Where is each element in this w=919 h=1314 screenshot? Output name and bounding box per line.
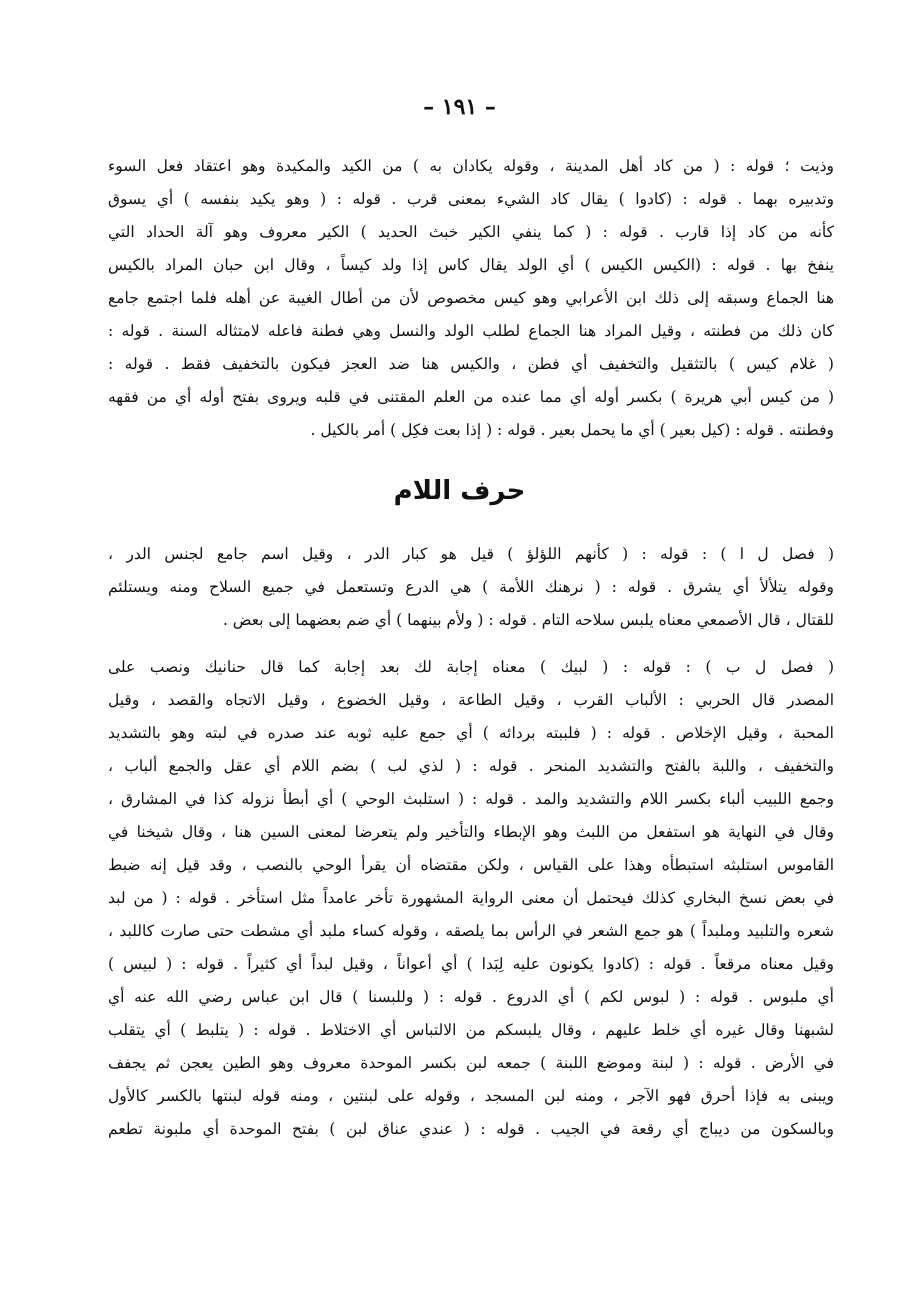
text-line: ( فصل ل ا ) : قوله : ( كأنهم اللؤلؤ ) قيل هو كبار الدر ، وقيل اسم جامع لجنس الدر ، bbox=[108, 545, 834, 563]
text-line: وذيت ؛ قوله : ( من كاد أهل المدينة ، وقوله يكادان به ) من الكيد والمكيدة وهو اعتقاد فعل السوء bbox=[108, 157, 834, 175]
text-line: وقوله يتلألأ أي يشرق . قوله : ( نرهنك اللأمة ) هي الدرع وتستعمل في جميع السلاح ومنه ويستلئم bbox=[108, 578, 834, 596]
text-line: ( فصل ل ب ) : قوله : ( لبيك ) معناه إجابة لك بعد إجابة كما قال حنانيك ونصب على bbox=[108, 658, 834, 676]
paragraph-lam-ba bbox=[108, 651, 834, 1146]
text-line: ( غلام كيس ) بالتثقيل والتخفيف أي فطن ، والكيس هنا ضد العجز فيكون بالتخفيف فقط . قوله : bbox=[108, 355, 834, 373]
paragraph-kaf-entries bbox=[108, 150, 834, 447]
text-line: وفطنته . قوله : (كيل بعير ) أي ما يحمل بعير . قوله : ( إذا بعت فكِل ) أمر بالكيل . bbox=[310, 421, 834, 439]
text-line: المحبة ، وقيل الإخلاص . قوله : ( فلببته بردائه ) أي جمع عليه ثوبه عند صدره في لبته وهو بالتشديد bbox=[108, 724, 834, 742]
text-line: أي ملبوس . قوله : ( لبوس لكم ) أي الدروع . قوله : ( وللبسنا ) قال ابن عباس رضي الله عنه أي bbox=[108, 988, 834, 1006]
text-line: هنا الجماع وسبقه إلى ذلك ابن الأعرابي وهو كيس مخصوص لأن من أطال الغيبة عن أهله فلما اجتمع جامع bbox=[108, 289, 834, 307]
text-line: وتدبيره بهما . قوله : (كادوا ) يقال كاد الشيء بمعنى قرب . قوله : ( وهو يكيد بنفسه ) أي يسوق bbox=[108, 190, 834, 208]
text-line: وقال في النهاية هو استفعل من اللبث وهو الإبطاء والتأخير ولم يتعرضا لمعنى السين هنا ، وقال شيخنا في bbox=[108, 823, 834, 841]
text-line: شعره والتلبيد وملبداً ) هو جمع الشعر في الرأس بما يلصقه ، وقوله كساء ملبد أي مشطت حتى صارت كاللبد ، bbox=[108, 922, 834, 940]
text-line: كأنه من كاد إذا قارب . قوله : ( كما ينفي الكير خبث الحديد ) الكير معروف وهو آلة الحداد التي bbox=[108, 223, 834, 241]
section-heading: حرف اللام bbox=[393, 476, 526, 506]
text-line: لشبهنا وقال غيره أي خلط عليهم ، وقال يلبسكم من الالتباس أي الاختلاط . قوله : ( يتلبط ) أي يتقلب bbox=[108, 1021, 834, 1039]
text-line: وقيل معناه مرقعاً . قوله : (كادوا يكونون عليه لِبَدا ) أي أعواناً ، وقيل لبداً أي كثيراً . قوله : ( لبيس ) bbox=[108, 955, 834, 973]
text-line: في بعض نسخ البخاري كذلك فيحتمل أن معنى الرواية المشهورة تأخر عامداً مثل استأخر . قوله : ( من لبد bbox=[108, 889, 834, 907]
page-number: – ١٩١ – bbox=[423, 94, 496, 120]
text-line: في الأرض . قوله : ( لبنة وموضع اللبنة ) جمعه لبن بكسر الموحدة معروف وهو الطين يعجن ثم يجفف bbox=[108, 1054, 834, 1072]
text-line: ويبنى به فإذا أحرق فهو الآجر ، ومنه لبن المسجد ، وقوله على لبنتين ، ومنه قوله لبنتها بالكسر كالأول bbox=[108, 1087, 834, 1105]
text-line: والتخفيف ، واللبة بالفتح والتشديد المنحر . قوله : ( لذي لب ) بضم اللام أي عقل والجمع ألباب ، bbox=[108, 757, 834, 775]
text-line: وبالسكون من ديباج أي رقعة في الجيب . قوله : ( عندي عناق لبن ) بفتح الموحدة أي ملبونة تطعم bbox=[108, 1120, 834, 1138]
text-line: المصدر قال الحربي : الألباب القرب ، وقيل الطاعة ، وقيل الخضوع ، وقيل الاتجاه والقصد ، وقيل bbox=[108, 691, 834, 709]
text-line: القاموس استلبثه استبطأه وهذا على القياس ، ولكن مقتضاه أن يقرأ الوحي بالنصب ، وقد قيل إنه ضبط bbox=[108, 856, 834, 874]
text-line: ( من كيس أبي هريرة ) بكسر أوله أي مما عنده من العلم المقتنى في قلبه ويروى بفتح أوله أي من فقهه bbox=[108, 388, 834, 406]
text-line: وجمع اللبيب ألباء بكسر اللام والتشديد والمد . قوله : ( استلبث الوحي ) أي أبطأ نزوله كذا في المشارق ، bbox=[108, 790, 834, 808]
text-line: للقتال ، قال الأصمعي معناه يلبس سلاحه التام . قوله : ( ولأم بينهما ) أي ضم بعضهما إلى بعض . bbox=[222, 611, 834, 629]
paragraph-lam-alif bbox=[108, 538, 834, 637]
text-line: ينفخ بها . قوله : (الكيس الكيس ) أي الولد يقال كاس إذا ولد كيساً ، وقال ابن حبان المراد بالكيس bbox=[108, 256, 834, 274]
text-line: كان ذلك من فطنته ، وقيل المراد هنا الجماع لطلب الولد والنسل وهي فطنة فاعله لامتثاله السنة . قوله : bbox=[108, 322, 834, 340]
